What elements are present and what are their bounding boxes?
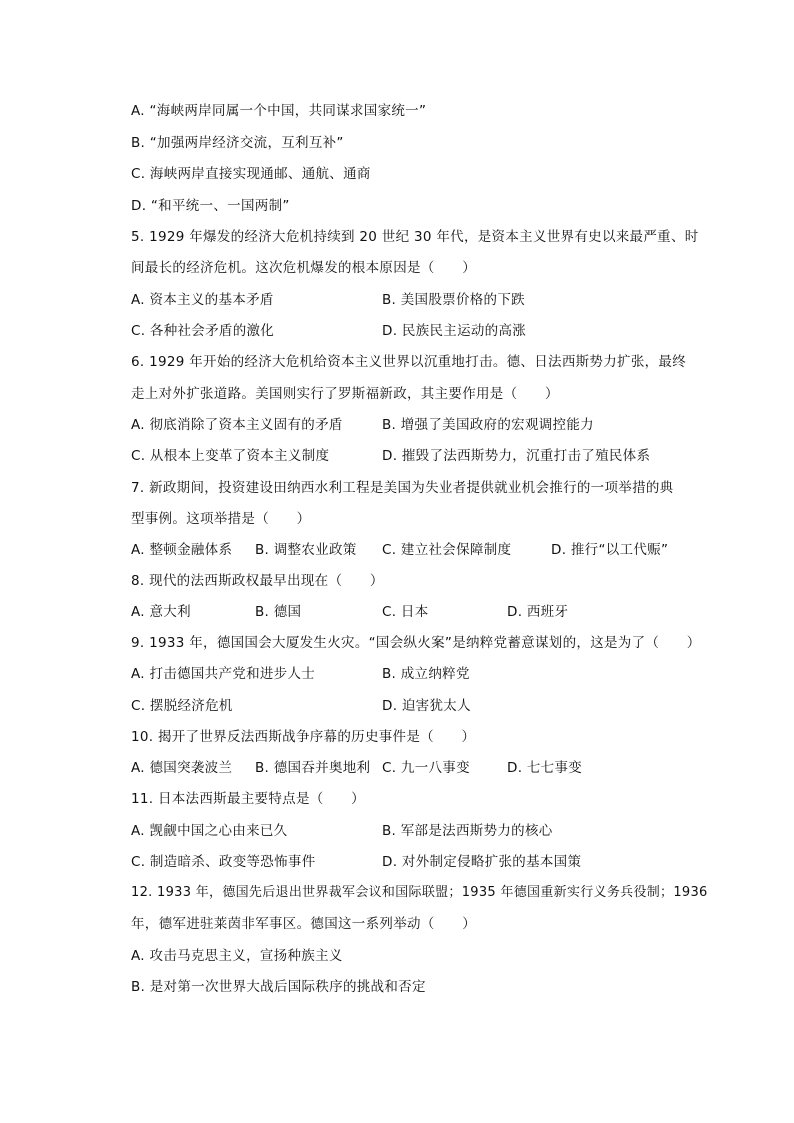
q8-option-a: A. 意大利 (131, 604, 191, 620)
q5-option-b: B. 美国股票价格的下跌 (382, 292, 525, 308)
q9-stem: 9. 1933 年，德国国会大厦发生火灾。“国会纵火案”是纳粹党蓄意谋划的，这是为了（ ） (131, 635, 701, 651)
q6-option-d: D. 摧毁了法西斯势力，沉重打击了殖民体系 (382, 448, 651, 464)
q4-option-a: A. “海峡两岸同属一个中国，共同谋求国家统一” (131, 103, 427, 119)
q10-option-d: D. 七七事变 (507, 760, 583, 776)
q10-option-b: B. 德国吞并奥地利 (255, 760, 371, 776)
q6-stem-line1: 6. 1929 年开始的经济大危机给资本主义世界以沉重地打击。德、日法西斯势力扩张，最终 (131, 354, 687, 370)
q5-option-d: D. 民族民主运动的高涨 (382, 323, 527, 339)
q5-stem-line1: 5. 1929 年爆发的经济大危机持续到 20 世纪 30 年代，是资本主义世界有史以来最严重、时 (131, 229, 699, 245)
q8-option-d: D. 西班牙 (507, 604, 569, 620)
q11-option-d: D. 对外制定侵略扩张的基本国策 (382, 854, 582, 870)
q9-option-b: B. 成立纳粹党 (382, 666, 470, 682)
q4-option-d: D. “和平统一、一国两制” (131, 198, 290, 214)
q7-option-d: D. 推行“以工代赈” (551, 542, 669, 558)
q9-option-a: A. 打击德国共产党和进步人士 (131, 666, 316, 682)
q8-stem: 8. 现代的法西斯政权最早出现在（ ） (131, 573, 384, 589)
q10-option-c: C. 九一八事变 (382, 760, 470, 776)
q7-stem-line1: 7. 新政期间，投资建设田纳西水利工程是美国为失业者提供就业机会推行的一项举措的典 (131, 480, 674, 496)
q9-option-d: D. 迫害犹太人 (382, 698, 471, 714)
q6-option-c: C. 从根本上变革了资本主义制度 (131, 448, 330, 464)
q7-option-a: A. 整顿金融体系 (131, 542, 233, 558)
q8-option-c: C. 日本 (382, 604, 429, 620)
q11-option-b: B. 军部是法西斯势力的核心 (382, 823, 553, 839)
q12-option-a: A. 攻击马克思主义，宣扬种族主义 (131, 948, 343, 964)
q8-option-b: B. 德国 (255, 604, 302, 620)
q7-option-b: B. 调整农业政策 (255, 542, 357, 558)
q10-stem: 10. 揭开了世界反法西斯战争序幕的历史事件是（ ） (131, 729, 476, 745)
q5-option-a: A. 资本主义的基本矛盾 (131, 292, 274, 308)
q12-stem-line2: 年，德军进驻莱茵非军事区。德国这一系列举动（ ） (131, 916, 476, 932)
q11-option-a: A. 觊觎中国之心由来已久 (131, 823, 288, 839)
q4-option-c: C. 海峡两岸直接实现通邮、通航、通商 (131, 166, 371, 182)
q4-option-b: B. “加强两岸经济交流，互利互补” (131, 135, 344, 151)
q6-option-a: A. 彻底消除了资本主义固有的矛盾 (131, 417, 343, 433)
q11-stem: 11. 日本法西斯最主要特点是（ ） (131, 791, 365, 807)
q10-option-a: A. 德国突袭波兰 (131, 760, 233, 776)
q9-option-c: C. 摆脱经济危机 (131, 698, 233, 714)
q7-option-c: C. 建立社会保障制度 (382, 542, 512, 558)
q7-stem-line2: 型事例。这项举措是（ ） (131, 511, 311, 527)
q5-option-c: C. 各种社会矛盾的激化 (131, 323, 275, 339)
q12-stem-line1: 12. 1933 年，德国先后退出世界裁军会议和国际联盟；1935 年德国重新实行义务兵役制；1936 (131, 885, 708, 900)
q5-stem-line2: 间最长的经济危机。这次危机爆发的根本原因是（ ） (131, 260, 476, 276)
q6-stem-line2: 走上对外扩张道路。美国则实行了罗斯福新政，其主要作用是（ ） (131, 386, 559, 402)
q12-option-b: B. 是对第一次世界大战后国际秩序的挑战和否定 (131, 979, 426, 995)
q6-option-b: B. 增强了美国政府的宏观调控能力 (382, 417, 594, 433)
q11-option-c: C. 制造暗杀、政变等恐怖事件 (131, 854, 316, 870)
